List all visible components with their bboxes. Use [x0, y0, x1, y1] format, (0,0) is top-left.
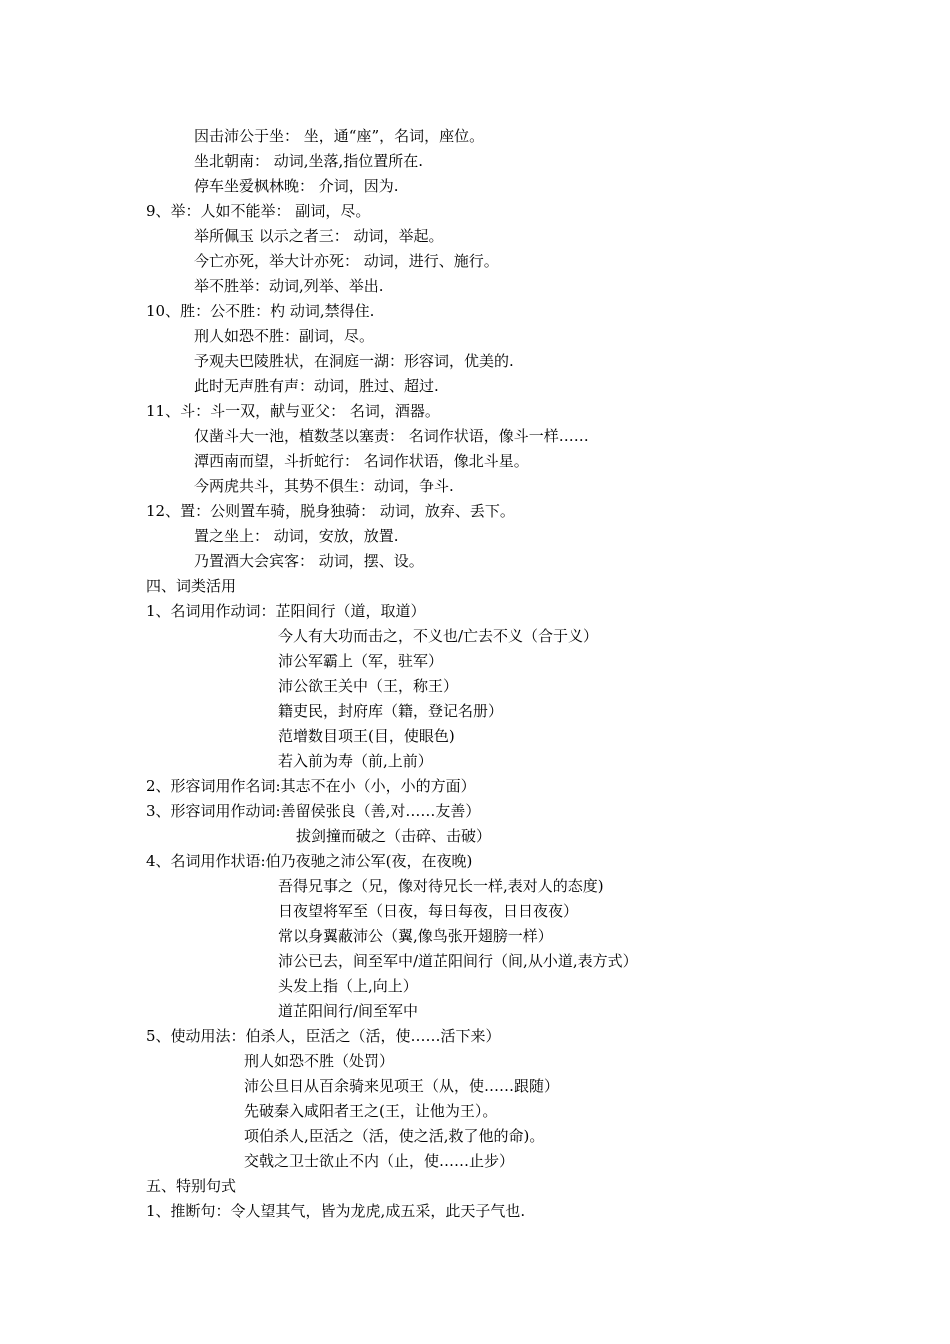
text-line: 3、形容词用作动词:善留侯张良（善,对……友善） — [146, 802, 481, 820]
text-line: 日夜望将军至（日夜，每日每夜，日日夜夜） — [278, 902, 579, 920]
text-line: 仅凿斗大一池，植数茎以塞责： 名词作状语，像斗一样…… — [194, 427, 589, 445]
text-line: 范增数目项王(目，使眼色) — [278, 727, 455, 745]
text-line: 交戟之卫士欲止不内（止，使……止步） — [244, 1152, 515, 1170]
text-line: 籍吏民，封府库（籍，登记名册） — [278, 702, 504, 720]
text-line: 沛公军霸上（军，驻军） — [278, 652, 444, 670]
text-line: 项伯杀人,臣活之（活，使之活,救了他的命)。 — [244, 1127, 545, 1145]
text-line: 常以身翼蔽沛公（翼,像鸟张开翅膀一样） — [278, 927, 553, 945]
text-line: 拔剑撞而破之（击碎、击破） — [296, 827, 492, 845]
text-line: 头发上指（上,向上） — [278, 977, 418, 995]
text-line: 10、胜：公不胜：杓 动词,禁得住. — [146, 302, 375, 320]
text-line: 今亡亦死，举大计亦死： 动词，进行、施行。 — [194, 252, 499, 270]
text-line: 11、斗：斗一双，献与亚父： 名词，酒器。 — [146, 402, 440, 420]
text-line: 12、置：公则置车骑，脱身独骑： 动词，放弃、丢下。 — [146, 502, 515, 520]
text-line: 刑人如恐不胜：副词，尽。 — [194, 327, 375, 345]
text-line: 举所佩玉 以示之者三： 动词，举起。 — [194, 227, 444, 245]
text-line: 1、推断句：令人望其气，皆为龙虎,成五采，此天子气也. — [146, 1202, 526, 1220]
text-line: 予观夫巴陵胜状，在洞庭一湖：形容词，优美的. — [194, 352, 514, 370]
text-line: 若入前为寿（前,上前） — [278, 752, 433, 770]
text-line: 9、举：人如不能举： 副词，尽。 — [146, 202, 371, 220]
text-line: 道芷阳间行/间至军中 — [278, 1002, 419, 1020]
text-line: 乃置酒大会宾客： 动词，摆、设。 — [194, 552, 424, 570]
text-line: 置之坐上： 动词，安放，放置. — [194, 527, 399, 545]
text-line: 潭西南而望，斗折蛇行： 名词作状语，像北斗星。 — [194, 452, 529, 470]
text-line: 沛公旦日从百余骑来见项王（从，使……跟随） — [244, 1077, 560, 1095]
text-line: 沛公欲王关中（王，称王） — [278, 677, 459, 695]
text-line: 此时无声胜有声：动词，胜过、超过. — [194, 377, 439, 395]
text-line: 5、使动用法：伯杀人，臣活之（活，使……活下来） — [146, 1027, 501, 1045]
text-line: 吾得兄事之（兄，像对待兄长一样,表对人的态度) — [278, 877, 604, 895]
text-line: 刑人如恐不胜（处罚） — [244, 1052, 395, 1070]
text-line: 沛公已去，间至军中/道芷阳间行（间,从小道,表方式） — [278, 952, 638, 970]
text-line: 举不胜举：动词,列举、举出. — [194, 277, 384, 295]
text-line: 今人有大功而击之，不义也/亡去不义（合于义） — [278, 627, 599, 645]
text-line: 坐北朝南： 动词,坐落,指位置所在. — [194, 152, 424, 170]
text-line: 今两虎共斗，其势不俱生：动词，争斗. — [194, 477, 454, 495]
text-line: 1、名词用作动词：芷阳间行（道，取道） — [146, 602, 426, 620]
text-line: 因击沛公于坐： 坐，通“座”，名词，座位。 — [194, 127, 485, 145]
text-line: 停车坐爱枫林晚： 介词，因为. — [194, 177, 399, 195]
text-line: 先破秦入咸阳者王之(王，让他为王）。 — [244, 1102, 498, 1120]
section-heading: 四、词类活用 — [146, 577, 237, 595]
text-line: 2、形容词用作名词:其志不在小（小，小的方面） — [146, 777, 476, 795]
section-heading: 五、特别句式 — [146, 1177, 237, 1195]
text-line: 4、名词用作状语:伯乃夜驰之沛公军(夜，在夜晚) — [146, 852, 473, 870]
